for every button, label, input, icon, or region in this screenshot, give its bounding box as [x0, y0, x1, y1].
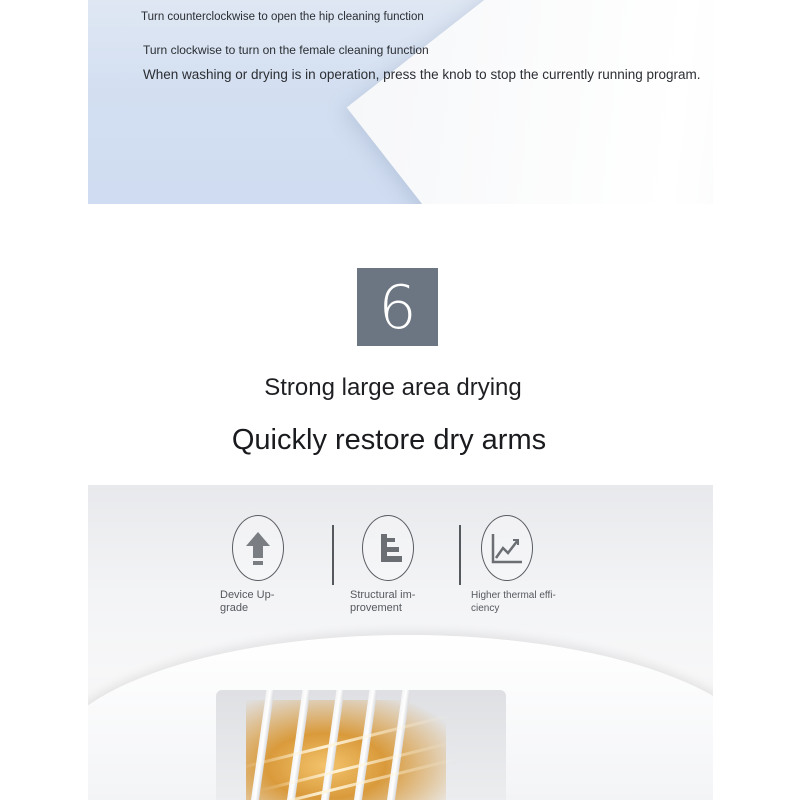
section-subtitle: Strong large area drying — [264, 374, 522, 401]
section-number-badge — [357, 268, 438, 346]
trend-chart-icon — [481, 515, 533, 581]
drying-product-panel — [88, 485, 713, 800]
instruction-clockwise: Turn clockwise to turn on the female cleaning function — [143, 43, 429, 57]
warm-air-vent — [216, 690, 506, 800]
upload-arrow-icon — [232, 515, 284, 581]
feature-label: Higher thermal effi-ciency — [471, 590, 556, 614]
instruction-counterclockwise: Turn counterclockwise to open the hip cleaning function — [141, 11, 424, 23]
instruction-stop: When washing or drying is in operation, press the knob to stop the currently running program. — [143, 67, 701, 82]
toilet-seat-edge — [347, 0, 713, 204]
feature-divider — [332, 525, 334, 585]
section-title: Quickly restore dry arms — [231, 424, 547, 456]
instruction-panel — [88, 0, 713, 204]
feature-divider — [459, 525, 461, 585]
feature-thermal-efficiency — [471, 515, 621, 615]
section-number: 6 — [378, 273, 417, 343]
feature-label: Structural im-provement — [350, 589, 416, 614]
structure-tree-icon — [362, 515, 414, 581]
feature-label: Device Up-grade — [220, 589, 275, 614]
